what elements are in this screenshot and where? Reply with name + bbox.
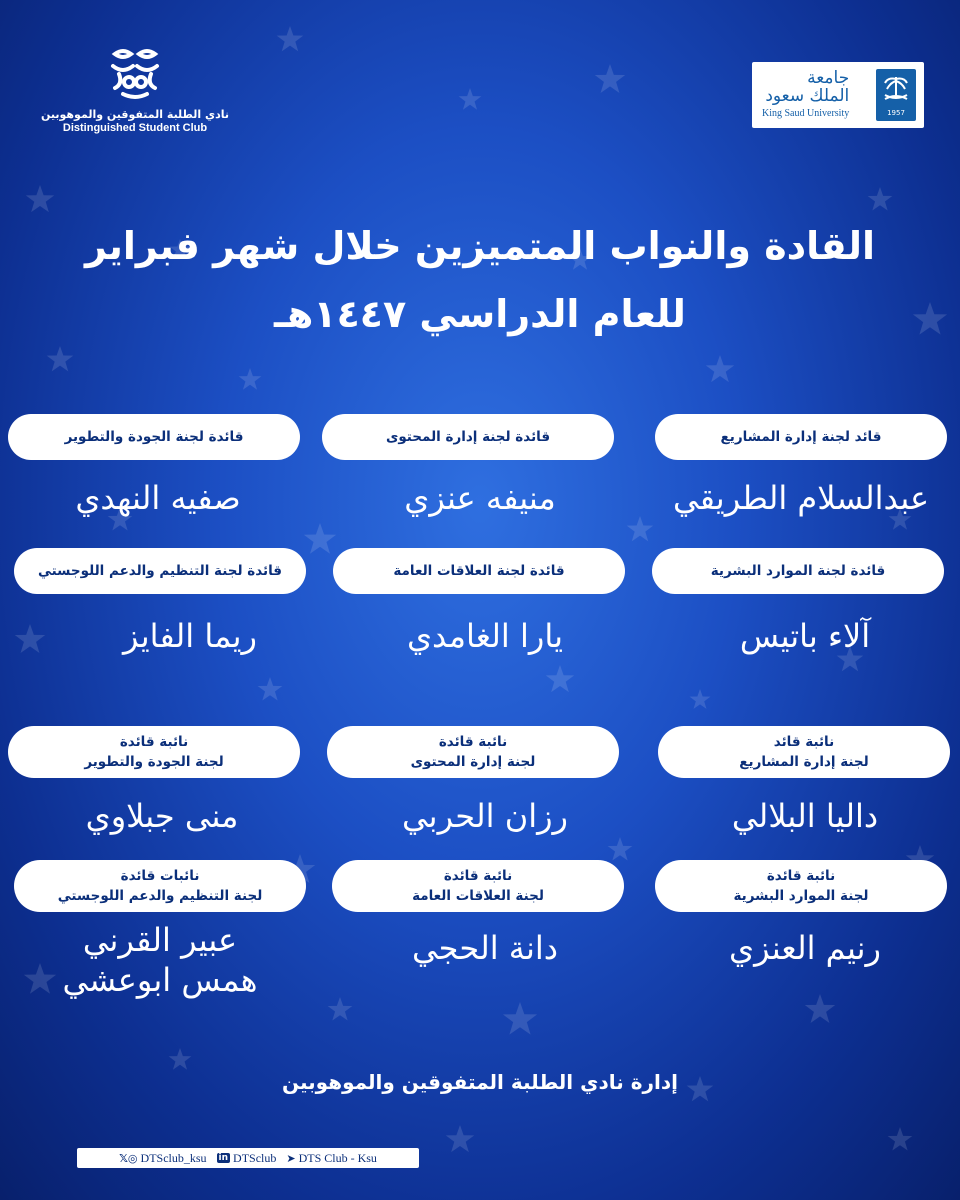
person-name: آلاء باتيس [739,617,871,655]
role-pill: قائدة لجنة التنظيم والدعم اللوجستي [14,548,306,594]
role-pill: قائدة لجنة العلاقات العامة [333,548,625,594]
ksu-year: 1957 [887,109,905,117]
person-names [10,920,310,1000]
ksu-emblem-icon [876,69,916,121]
role-title: نائبة قائد [773,733,835,750]
role-title: نائبة قائدة [766,867,836,884]
person-name: صفيه النهدي [75,479,241,517]
role-pill-deputy [8,726,300,778]
person-name: منى جبلاوي [85,797,239,835]
person-name: داليا البلالي [731,797,879,835]
role-committee: لجنة الموارد البشرية [733,888,869,904]
page-title: القادة والنواب المتميزين خلال شهر فبراير [84,224,876,268]
person-name: ريما الفايز [123,617,257,655]
role-pill: قائدة لجنة الموارد البشرية [652,548,944,594]
person-name: يارا الغامدي [407,617,563,655]
club-name-english: Distinguished Student Club [62,122,208,134]
ksu-name-arabic-line1: جامعة [807,68,850,89]
role-title: نائبة قائدة [119,733,189,750]
ksu-name-english: King Saud University [762,108,850,120]
role-pill-deputy [14,860,306,912]
role-committee: لجنة الجودة والتطوير [84,754,224,770]
role-committee: لجنة إدارة المحتوى [410,754,536,770]
role-title: نائبة قائدة [443,867,513,884]
person-name: همس ابوعشي [62,961,258,999]
club-logo-icon [107,44,163,100]
social-telegram[interactable] [286,1151,377,1166]
person-name: عبدالسلام الطريقي [672,479,930,517]
role-committee: لجنة إدارة المشاريع [739,754,869,770]
social-label: DTSclub [233,1150,277,1165]
role-pill-deputy [332,860,624,912]
ksu-logo-text [762,70,849,119]
social-label: DTS Club - Ksu [298,1150,377,1165]
person-name: دانة الحجي [412,929,558,967]
social-linkedin[interactable] [217,1151,277,1166]
role-pill-deputy [658,726,950,778]
person-name: عبير القرني [82,921,238,959]
social-bar [77,1148,419,1168]
person-name: رنيم العنزي [729,929,881,967]
linkedin-icon: in [218,1153,229,1163]
role-committee: لجنة التنظيم والدعم اللوجستي [57,888,263,904]
role-title: نائبة قائدة [438,733,508,750]
role-pill: قائدة لجنة الجودة والتطوير [8,414,300,460]
palm-swords-icon [876,69,916,109]
role-pill-deputy [655,860,947,912]
role-pill: قائدة لجنة إدارة المحتوى [322,414,614,460]
club-name-arabic: نادي الطلبة المتفوقين والموهوبين [41,108,229,121]
role-title: نائبات قائدة [120,867,200,884]
social-x-instagram[interactable] [119,1151,206,1166]
ksu-name-arabic-line2: الملك سعود [765,86,850,107]
person-name: منيفه عنزي [404,479,556,517]
role-pill: قائد لجنة إدارة المشاريع [655,414,947,460]
social-label: DTSclub_ksu [140,1150,207,1165]
telegram-icon: ➤ [286,1151,296,1165]
page-subtitle: للعام الدراسي ١٤٤٧هـ [274,292,686,336]
role-committee: لجنة العلاقات العامة [412,888,544,904]
role-pill-deputy [327,726,619,778]
club-logo [40,44,230,134]
ksu-logo [752,62,924,128]
footer-title: إدارة نادي الطلبة المتفوقين والموهوبين [281,1070,678,1094]
person-name: رزان الحربي [402,797,568,835]
x-instagram-icon: 𝕏◎ [119,1151,138,1165]
